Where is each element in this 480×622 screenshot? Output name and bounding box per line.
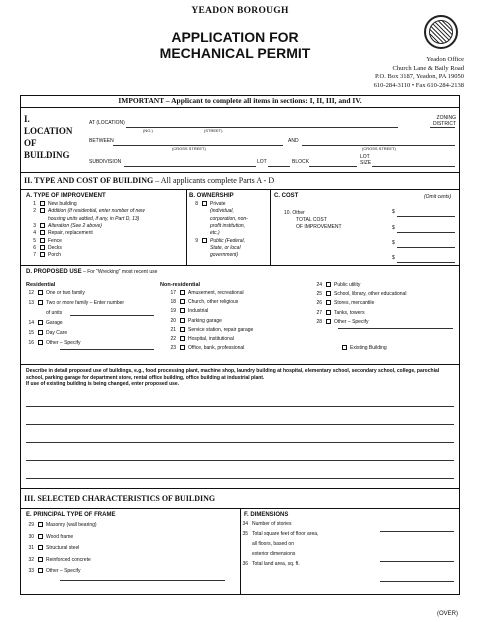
option-label: Masonry (wall bearing) [46,522,97,528]
item-number: 14 [28,320,34,326]
item-number: 29 [28,522,34,528]
subdivision-label: SUBDIVISION [89,159,122,165]
subdivision-field[interactable] [124,166,256,167]
describe-instructions: Describe in detail proposed use of buildings, e.g., food processing plant, machine shop, laundry building at hospital, elementary school, secondary school, college, parochial school, parking garage for department store, rental office building, office building at industrial plant. [26,368,440,381]
checkbox[interactable] [40,245,45,250]
checkbox[interactable] [38,534,43,539]
item-number: 25 [316,291,322,298]
option-label: Office, bank, professional [188,345,245,352]
cost-field-2[interactable] [397,232,455,233]
residential-use-option[interactable] [22,320,63,327]
item-number: 36 [242,561,248,567]
cross-street-label: (CROSS STREET) [172,146,206,151]
res-other-field[interactable] [60,349,154,350]
item-number: 8 [195,201,198,207]
option-label: Other – Specify [334,318,369,325]
option-label: Total square feet of floor area, [252,531,319,537]
checkbox[interactable] [202,238,207,243]
option-label: Addition (If residential, enter number of new [48,208,145,215]
divider [20,364,460,365]
use-option[interactable] [310,300,374,307]
no-label: (NO.) [143,128,153,133]
option-label: Tanks, towers [334,309,365,316]
dollar-sign: $ [392,225,395,231]
dollar-sign: $ [392,255,395,261]
cost-field-3[interactable] [397,247,455,248]
ownership-option [186,208,234,215]
part-f-title: F. DIMENSIONS [244,512,289,518]
option-label: Fence [48,237,62,244]
checkbox[interactable] [38,330,43,335]
improvement-option[interactable] [24,245,62,252]
checkbox[interactable] [38,320,43,325]
part-c-title: C. COST [274,193,299,199]
item-number: 17 [170,290,176,296]
checkbox[interactable] [326,282,331,287]
item-number: 15 [28,330,34,336]
part-a-title: A. TYPE OF IMPROVEMENT [26,193,106,199]
option-label: Porch [48,252,62,259]
item-number: 18 [170,299,176,306]
option-label: of units [46,310,63,316]
item-number: 21 [170,326,176,333]
divider [20,488,460,489]
item-number: 20 [170,317,176,324]
borough-seal-icon [424,15,458,49]
nonres-use-option[interactable] [164,308,208,315]
important-notice: IMPORTANT – Applicant to complete all items in sections: I, II, III, and IV. [118,96,362,105]
option-label: Wood frame [46,533,74,540]
stories-field[interactable] [380,531,454,532]
lot-size-label-l1: LOT [360,154,370,160]
describe-line-2[interactable] [26,424,454,425]
zoning-label [400,116,456,128]
option-label: Garage [46,320,63,326]
and-label: AND [288,138,299,144]
item-number: 28 [316,318,322,325]
checkbox[interactable] [38,557,43,562]
item-number: 30 [28,533,34,540]
cost-field-4[interactable] [397,262,455,263]
form-title [100,29,370,61]
item-number: 22 [170,336,176,342]
option-label: etc.) [210,230,220,237]
item-number: 27 [316,309,322,316]
part-d-heading [26,269,157,276]
lot-label: LOT [257,159,267,165]
item-number: 24 [316,282,322,288]
option-label: Stores, mercantile [334,300,375,307]
option-label: Total land area, sq. ft. [252,561,300,567]
ownership-option [186,216,248,223]
option-label: government) [210,252,239,259]
section1-title-l2: LOCATION [24,126,73,136]
option-label: Amusement, recreational [188,290,244,296]
option-label: exterior dimensions [252,551,296,557]
lot-field[interactable] [268,166,290,167]
lot-size-label-l2: SIZE [360,159,372,166]
item-number: 6 [33,244,36,251]
item-number: 23 [170,345,176,352]
checkbox[interactable] [40,238,45,243]
section1-title [24,113,72,161]
section2-title: II. TYPE AND COST OF BUILDING [24,176,154,185]
office-address [374,56,464,90]
checkbox[interactable] [180,308,185,313]
improvement-option[interactable] [24,252,61,259]
nonres-use-option[interactable] [164,318,222,325]
option-label: New building [48,201,77,207]
use-option[interactable] [310,319,368,326]
ownership-option [186,252,238,259]
describe-change-note: If use of existing building is being changed, enter proposed use. [26,381,180,387]
checkbox[interactable] [38,290,43,295]
lot-size-label [360,155,371,167]
frame-option[interactable] [22,557,91,564]
cost-field-1[interactable] [397,216,455,217]
dollar-sign: $ [392,240,395,246]
checkbox[interactable] [40,201,45,206]
describe-line-5[interactable] [26,478,454,479]
section1-title-l1: I. [24,114,30,124]
section2-heading [24,176,274,185]
divider [20,172,460,173]
ownership-option[interactable] [186,201,226,208]
section3-title: III. SELECTED CHARACTERISTICS OF BUILDING [24,494,216,503]
nonres-use-option[interactable] [164,290,244,297]
item-number: 31 [28,545,34,551]
checkbox[interactable] [40,230,45,235]
improvement-option[interactable] [24,238,62,245]
office-pobox: P.O. Box 3187, Yeadon, PA 19050 [375,73,464,80]
item-number: 9 [195,237,198,244]
checkbox[interactable] [180,299,185,304]
checkbox[interactable] [180,318,185,323]
col3-other-field[interactable] [338,328,453,329]
describe-line-1[interactable] [26,406,454,407]
dimension-option[interactable] [236,522,291,528]
improvement-option[interactable] [24,223,102,230]
option-label: Day Care [46,330,68,336]
dimension-option[interactable] [236,532,318,538]
divider [20,265,460,266]
item-number: 32 [28,556,34,563]
units-field[interactable] [70,315,154,316]
improvement-option [24,216,139,223]
option-label: Decks [48,244,62,251]
frame-option[interactable] [22,545,79,552]
nonres-use-option[interactable] [164,336,234,343]
option-label: Other – Specify [46,340,81,346]
section1-title-l3: OF [24,138,37,148]
describe-line-4[interactable] [26,460,454,461]
land-area-field[interactable] [380,581,454,582]
zoning-field[interactable] [430,127,455,128]
ownership-option [186,230,220,237]
option-label: Service station, repair garage [188,326,254,333]
section1-title-l4: BUILDING [24,150,70,160]
residential-use-option [22,310,62,317]
checkbox[interactable] [180,290,185,295]
block-field[interactable] [309,166,357,167]
lot-size-field[interactable] [372,166,455,167]
nonres-use-option[interactable] [164,327,253,334]
checkbox[interactable] [38,300,43,305]
describe-text [26,368,454,388]
option-label: (individual, [210,208,234,215]
dimension-option [236,552,295,558]
nonres-use-option[interactable] [164,345,244,352]
zoning-label-l2: DISTRICT [432,120,456,127]
divider [20,189,460,190]
improvement-option[interactable] [24,201,77,208]
dimension-option[interactable] [236,562,300,568]
ownership-option[interactable] [186,238,245,245]
dollar-sign: $ [392,209,395,215]
part-b-title: B. OWNERSHIP [189,193,234,199]
use-option[interactable] [310,282,360,289]
at-location-field[interactable] [126,127,398,128]
checkbox[interactable] [38,340,43,345]
checkbox[interactable] [38,522,43,527]
ownership-option [186,245,241,252]
item-number: 13 [28,300,34,306]
option-label: profit institution, [210,222,246,229]
option-label: Private [210,201,226,207]
divider [270,189,271,265]
option-label: Repair, replacement [48,230,93,237]
item-number: 2 [33,208,36,215]
item-number: 35 [242,531,248,537]
block-label: BLOCK [292,159,309,165]
checkbox[interactable] [202,201,207,206]
cross-street2-label: (CROSS STREET) [362,146,396,151]
item-number: 33 [28,568,34,574]
ownership-option [186,223,245,230]
divider [20,107,460,108]
option-label: corporation, non- [210,215,248,222]
option-label: Hospital, institutional [188,336,234,342]
checkbox[interactable] [326,319,331,324]
option-label: Other – Specify [46,568,81,574]
checkbox[interactable] [180,336,185,341]
option-label: Alteration (See 2 above) [48,222,102,229]
part-e-title: E. PRINCIPAL TYPE OF FRAME [26,512,116,518]
residential-title: Residential [26,282,56,288]
item-number: 7 [33,252,36,259]
part-d-note: – For "Wrecking" most recent use [81,269,158,275]
office-phone: 610-284-3110 • Fax 610-284-2138 [373,81,464,89]
cost-other-l1: 10. Other [284,210,305,216]
item-number: 26 [316,300,322,307]
option-label: Number of stories [252,521,292,527]
part-d-title: D. PROPOSED USE [26,269,82,275]
office-street: Church Lane & Baily Road [392,64,464,72]
zoning-label-l1: ZONING [436,115,456,121]
existing-building-option[interactable] [342,345,387,352]
improvement-option[interactable] [24,230,93,237]
floor-area-field[interactable] [380,561,454,562]
option-label: One or two family [46,290,85,296]
over-note: (OVER) [437,611,458,618]
use-option[interactable] [310,291,406,298]
option-label: Church, other religious [188,299,239,306]
option-label: Reinforced concrete [46,556,91,563]
option-label: all floors, based on [252,541,294,547]
office-name: Yeadon Office [426,56,464,63]
residential-use-option[interactable] [22,300,124,307]
checkbox[interactable] [180,327,185,332]
item-number: 34 [242,521,248,527]
option-label: Parking garage [188,317,222,324]
borough-name: YEADON BOROUGH [191,6,289,16]
existing-building-label: Existing Building [350,345,387,351]
item-number: 5 [33,237,36,244]
cost-other-label [284,210,342,231]
checkbox[interactable] [342,345,347,350]
item-number: 1 [33,201,36,207]
option-label: Public utility [334,282,361,288]
frame-option[interactable] [22,568,80,575]
checkbox[interactable] [40,208,45,213]
describe-line-3[interactable] [26,442,454,443]
checkbox[interactable] [326,300,331,305]
item-number: 4 [33,230,36,237]
item-number: 16 [28,340,34,346]
checkbox[interactable] [326,291,331,296]
nonres-use-option[interactable] [164,299,238,306]
cost-other-l3: OF IMPROVEMENT [296,224,342,230]
cost-other-l2: TOTAL COST [296,217,327,223]
option-label: Public (Federal, [210,237,246,244]
checkbox[interactable] [38,545,43,550]
option-label: Two or more family – Enter number [46,300,125,306]
option-label: Industrial [188,308,209,315]
checkbox[interactable] [40,223,45,228]
residential-use-option[interactable] [22,330,67,337]
use-option[interactable] [310,310,365,317]
at-location-label: AT (LOCATION) [89,120,125,126]
item-number: 19 [170,308,176,315]
dimension-option [236,542,294,548]
section2-subtitle: – All applicants complete Parts A - D [153,176,275,185]
option-label: housing units added, if any, in Part D, 13) [48,215,140,222]
frame-option[interactable] [22,534,73,541]
frame-other-field[interactable] [60,580,225,581]
residential-use-option[interactable] [22,340,80,347]
checkbox[interactable] [40,252,45,257]
omit-cents-note: (Omit cents) [424,194,452,200]
option-label: Structural steel [46,545,80,551]
checkbox[interactable] [180,345,185,350]
item-number: 12 [28,290,34,296]
checkbox[interactable] [38,568,43,573]
form-title-line2: MECHANICAL PERMIT [159,45,311,61]
between-label: BETWEEN [89,138,114,144]
checkbox[interactable] [326,310,331,315]
item-number: 3 [33,222,36,229]
residential-use-option[interactable] [22,290,85,297]
nonres-title: Non-residential [160,282,201,288]
street-label: (STREET) [204,128,223,133]
option-label: School, library, other educational [334,291,407,298]
form-title-line1: APPLICATION FOR [171,29,299,45]
frame-option[interactable] [22,522,97,529]
improvement-option[interactable] [24,208,145,215]
option-label: State, or local [210,244,241,251]
